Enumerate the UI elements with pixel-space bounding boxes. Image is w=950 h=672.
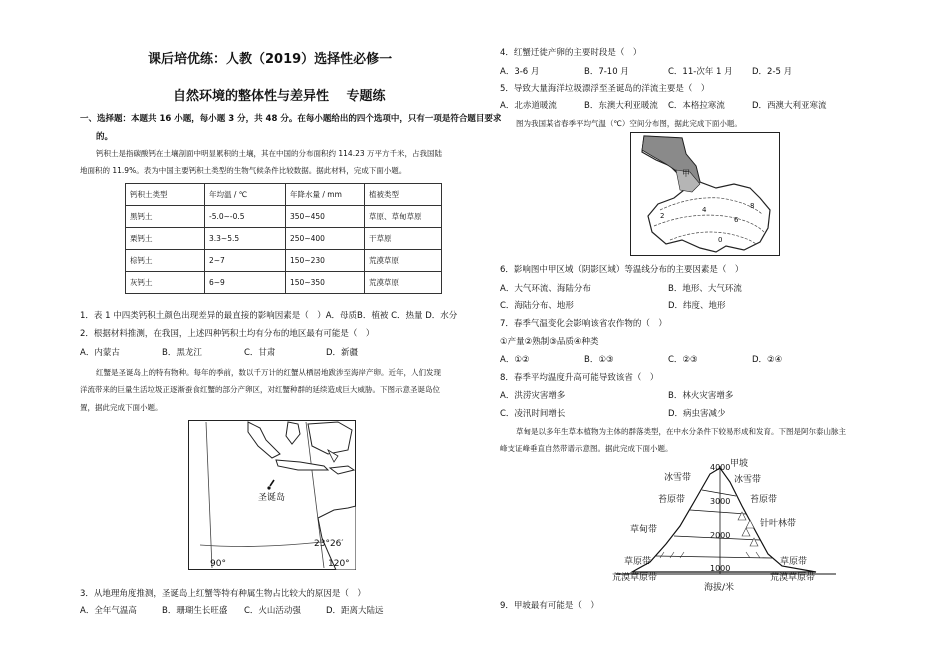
passage-4-line-1: 草甸是以多年生草本植物为主体的群落类型，在中水分条件下较易形成和发育。下图是阿尔泰山脉主 <box>516 427 846 436</box>
q2-option-d: D．新疆 <box>326 348 359 358</box>
isotherm-label: 4 <box>702 206 707 214</box>
q5-option-b: B．东澳大利亚暖流 <box>584 101 658 111</box>
q4-option-d: D．2-5 月 <box>752 67 793 77</box>
table-header: 年降水量 / mm <box>286 184 365 206</box>
zone-label-left: 荒漠草原带 <box>612 573 658 583</box>
axis-tick: 2000 <box>710 531 731 540</box>
zone-label-right: 冰雪带 <box>734 475 762 485</box>
table-cell: 150~230 <box>286 250 365 272</box>
q4-option-b: B．7-10 月 <box>584 67 629 77</box>
q8-option-c: C．凌汛时间增长 <box>500 409 566 419</box>
zone-label-left: 冰雪带 <box>664 473 692 483</box>
q8-option-a: A．洪涝灾害增多 <box>500 391 566 401</box>
q2-option-b: B．黑龙江 <box>162 348 202 358</box>
page-subtitle: 自然环境的整体性与差异性 专题练 <box>173 89 386 104</box>
zone-label-right: 苔原带 <box>750 495 778 505</box>
q2-option-c: C．甘肃 <box>244 348 276 358</box>
passage-2-line-3: 置，据此完成下面小题。 <box>80 403 163 412</box>
tropic-label: 23°26′ <box>314 539 344 549</box>
table-row <box>126 272 442 294</box>
q4-option-a: A．3-6 月 <box>500 67 540 77</box>
question-7: 7．春季气温变化会影响该省农作物的（ ） <box>500 319 667 329</box>
q6-option-b: B．地形、大气环流 <box>668 284 742 294</box>
q3-option-a: A．全年气温高 <box>80 606 137 616</box>
table-row <box>126 250 442 272</box>
section-intro: 一、选择题：本题共 16 小题，每小题 3 分，共 48 分。在每小题给出的四个选项中，只有一项是符合题目要求 <box>80 114 502 124</box>
slope-label: 甲坡 <box>730 459 749 469</box>
table-header-row <box>126 184 442 206</box>
q5-option-c: C．本格拉寒流 <box>668 101 725 111</box>
isotherm-label: 2 <box>660 212 665 220</box>
table-cell: 350~450 <box>286 206 365 228</box>
question-6: 6．影响图中甲区域（阴影区域）等温线分布的主要因素是（ ） <box>500 265 744 275</box>
table-cell: 棕钙土 <box>126 250 205 272</box>
q3-option-b: B．珊瑚生长旺盛 <box>162 606 228 616</box>
q8-option-d: D．病虫害减少 <box>668 409 726 419</box>
q7-option-c: C．②③ <box>668 355 698 365</box>
table-row <box>126 228 442 250</box>
q7-statements: ①产量②熟制③品质④种类 <box>500 337 599 347</box>
soil-table <box>125 183 442 294</box>
q8-option-b: B．林火灾害增多 <box>668 391 734 401</box>
q6-option-d: D．纬度、地形 <box>668 301 726 311</box>
zone-label-left: 草原带 <box>624 557 652 567</box>
question-5: 5．导致大量海洋垃圾漂浮至圣诞岛的洋流主要是（ ） <box>500 84 710 94</box>
q2-option-a: A．内蒙古 <box>80 348 120 358</box>
question-9: 9．甲坡最有可能是（ ） <box>500 601 599 611</box>
q3-option-d: D．距离大陆远 <box>326 606 384 616</box>
table-cell: 3.3~5.5 <box>205 228 286 250</box>
passage-2-line-1: 红蟹是圣诞岛上的特有物种。每年的季前，数以千万计的红蟹从栖居地跋涉至海岸产卵。近年，人们发现 <box>96 368 441 377</box>
q6-option-c: C．海陆分布、地形 <box>500 301 574 311</box>
elevation-axis-label: 海拔/米 <box>704 583 735 593</box>
longitude-label: 120° <box>328 559 350 569</box>
q7-option-a: A．①② <box>500 355 530 365</box>
table-cell: -5.0~-0.5 <box>205 206 286 228</box>
question-1: 1．表 1 中四类钙积土颜色出现差异的最直接的影响因素是（ ）A．母质B．植被 C．热量 D．水分 <box>80 311 458 321</box>
table-cell: 草原、草甸草原 <box>365 206 442 228</box>
axis-tick: 3000 <box>710 497 731 506</box>
q4-option-c: C．11-次年 1 月 <box>668 67 733 77</box>
section-intro-2: 的。 <box>96 132 114 142</box>
question-3: 3．从地理角度推测，圣诞岛上红蟹等特有种属生物占比较大的原因是（ ） <box>80 589 366 599</box>
passage-4-line-2: 峰支证峰垂直自然带谱示意图。据此完成下面小题。 <box>500 444 673 453</box>
table-cell: 干草原 <box>365 228 442 250</box>
table-cell: 150~350 <box>286 272 365 294</box>
christmas-island-map <box>188 420 356 570</box>
zone-label-left: 苔原带 <box>658 495 686 505</box>
longitude-label: 90° <box>210 559 226 569</box>
zone-label-right: 荒漠草原带 <box>770 573 816 583</box>
axis-tick: 1000 <box>710 564 731 573</box>
island-label: 圣诞岛 <box>258 493 286 503</box>
passage-1-line-2: 地面积的 11.9%。表为中国主要钙积土类型的生物气候条件比较数据。据此材料，完成下面小题。 <box>80 166 407 175</box>
table-cell: 黑钙土 <box>126 206 205 228</box>
temperature-map <box>630 132 780 256</box>
q5-option-d: D．西澳大利亚寒流 <box>752 101 827 111</box>
table-cell: 栗钙土 <box>126 228 205 250</box>
q6-option-a: A．大气环流、海陆分布 <box>500 284 591 294</box>
isotherm-label: 6 <box>734 216 739 224</box>
table-cell: 荒漠草原 <box>365 272 442 294</box>
passage-3: 图为我国某省春季平均气温（℃）空间分布图，据此完成下面小题。 <box>516 119 742 128</box>
q7-option-d: D．②④ <box>752 355 783 365</box>
region-label: 甲 <box>682 169 690 178</box>
table-cell: 灰钙土 <box>126 272 205 294</box>
table-cell: 6~9 <box>205 272 286 294</box>
vertical-zonation-diagram <box>610 456 840 594</box>
passage-1-line-1: 钙积土是指碳酸钙在土壤剖面中明显累积的土壤，其在中国的分布面积约 114.23 万平方千米，占我国陆 <box>96 149 443 158</box>
table-row <box>126 206 442 228</box>
table-header: 植被类型 <box>365 184 442 206</box>
q7-option-b: B．①③ <box>584 355 614 365</box>
zone-label-left: 草甸带 <box>630 525 658 535</box>
q5-option-a: A．北赤道暖流 <box>500 101 557 111</box>
isotherm-label: 8 <box>750 202 755 210</box>
isotherm-label: 0 <box>718 236 723 244</box>
q3-option-c: C．火山活动强 <box>244 606 301 616</box>
table-cell: 2~7 <box>205 250 286 272</box>
question-4: 4．红蟹迁徙产卵的主要时段是（ ） <box>500 48 642 58</box>
passage-2-line-2: 洋流带来的巨量生活垃圾正逐渐蚕食红蟹的部分产卵区，对红蟹种群的延续造成巨大威胁。下图示意圣诞岛位 <box>80 385 440 394</box>
table-header: 钙积土类型 <box>126 184 205 206</box>
table-cell: 250~400 <box>286 228 365 250</box>
page-title: 课后培优练：人教（2019）选择性必修一 <box>148 52 393 67</box>
question-8: 8．春季平均温度升高可能导致该省（ ） <box>500 373 659 383</box>
question-2: 2．根据材料推测，在我国，上述四种钙积土均有分布的地区最有可能是（ ） <box>80 329 375 339</box>
zone-label-right: 针叶林带 <box>760 519 797 529</box>
table-cell: 荒漠草原 <box>365 250 442 272</box>
zone-label-right: 草原带 <box>780 557 808 567</box>
axis-tick: 4000 <box>710 463 731 472</box>
table-header: 年均温 / ℃ <box>205 184 286 206</box>
